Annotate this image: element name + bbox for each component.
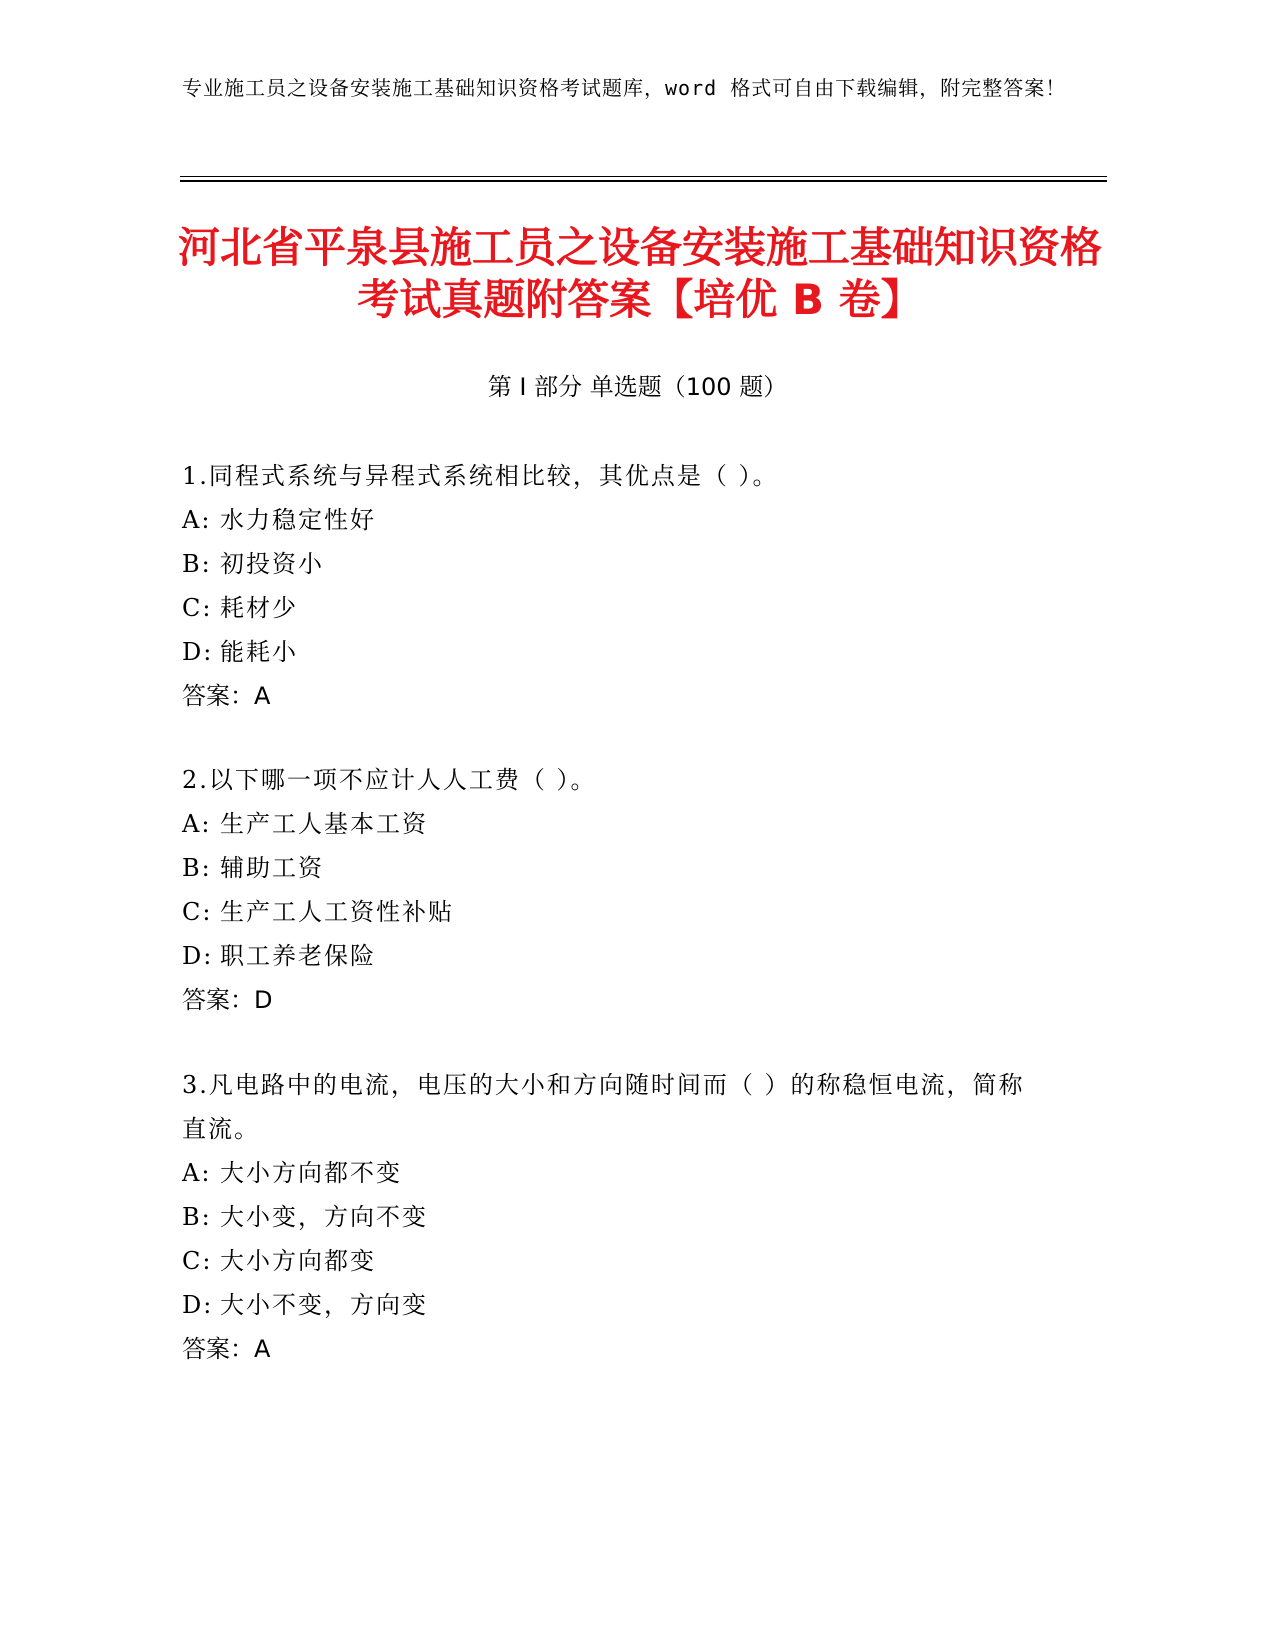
option-d [182, 630, 1042, 674]
option-letter: D: [182, 638, 214, 666]
option-text: 初投资小 [220, 550, 324, 578]
option-b [182, 846, 1042, 890]
option-text: 能耗小 [220, 638, 298, 666]
question-stem: 1.同程式系统与异程式系统相比较，其优点是（ ）。 [182, 462, 779, 490]
option-letter: A: [182, 810, 212, 838]
answer: 答案：D [182, 986, 273, 1014]
question-stem: 3.凡电路中的电流，电压的大小和方向随时间而（ ）的称稳恒电流，简称直流。 [182, 1071, 1025, 1143]
option-a [182, 1151, 1042, 1195]
option-text: 大小方向都变 [220, 1247, 376, 1275]
header-divider-thin [180, 176, 1107, 177]
option-text: 大小变，方向不变 [220, 1203, 428, 1231]
option-text: 水力稳定性好 [220, 506, 376, 534]
question-stem: 2.以下哪一项不应计人人工费（ ）。 [182, 766, 597, 794]
option-text: 生产工人基本工资 [220, 810, 428, 838]
question-2 [182, 758, 1042, 1022]
option-letter: A: [182, 1159, 212, 1187]
question-1 [182, 454, 1042, 718]
option-c [182, 586, 1042, 630]
option-letter: B: [182, 1203, 212, 1231]
option-text: 辅助工资 [220, 854, 324, 882]
option-letter: D: [182, 1291, 214, 1319]
option-letter: D: [182, 942, 214, 970]
option-b [182, 1195, 1042, 1239]
option-text: 职工养老保险 [220, 942, 376, 970]
option-text: 大小不变，方向变 [220, 1291, 428, 1319]
option-a [182, 498, 1042, 542]
answer: 答案：A [182, 682, 271, 710]
option-d [182, 934, 1042, 978]
header-note: 专业施工员之设备安装施工基础知识资格考试题库，word 格式可自由下载编辑，附完整答案！ [182, 76, 1067, 100]
option-d [182, 1283, 1042, 1327]
option-text: 生产工人工资性补贴 [220, 898, 454, 926]
option-letter: A: [182, 506, 212, 534]
answer: 答案：A [182, 1335, 271, 1363]
option-a [182, 802, 1042, 846]
question-3 [182, 1063, 1042, 1371]
option-text: 耗材少 [220, 594, 298, 622]
option-letter: B: [182, 550, 212, 578]
header-divider-thick [180, 180, 1107, 182]
option-c [182, 890, 1042, 934]
option-b [182, 542, 1042, 586]
option-letter: B: [182, 854, 212, 882]
option-letter: C: [182, 898, 213, 926]
option-letter: C: [182, 1247, 213, 1275]
option-letter: C: [182, 594, 213, 622]
document-title: 河北省平泉县施工员之设备安装施工基础知识资格考试真题附答案【培优 B 卷】 [177, 223, 1102, 324]
option-c [182, 1239, 1042, 1283]
section-title: 第 I 部分 单选题（100 题） [487, 373, 788, 401]
option-text: 大小方向都不变 [220, 1159, 402, 1187]
